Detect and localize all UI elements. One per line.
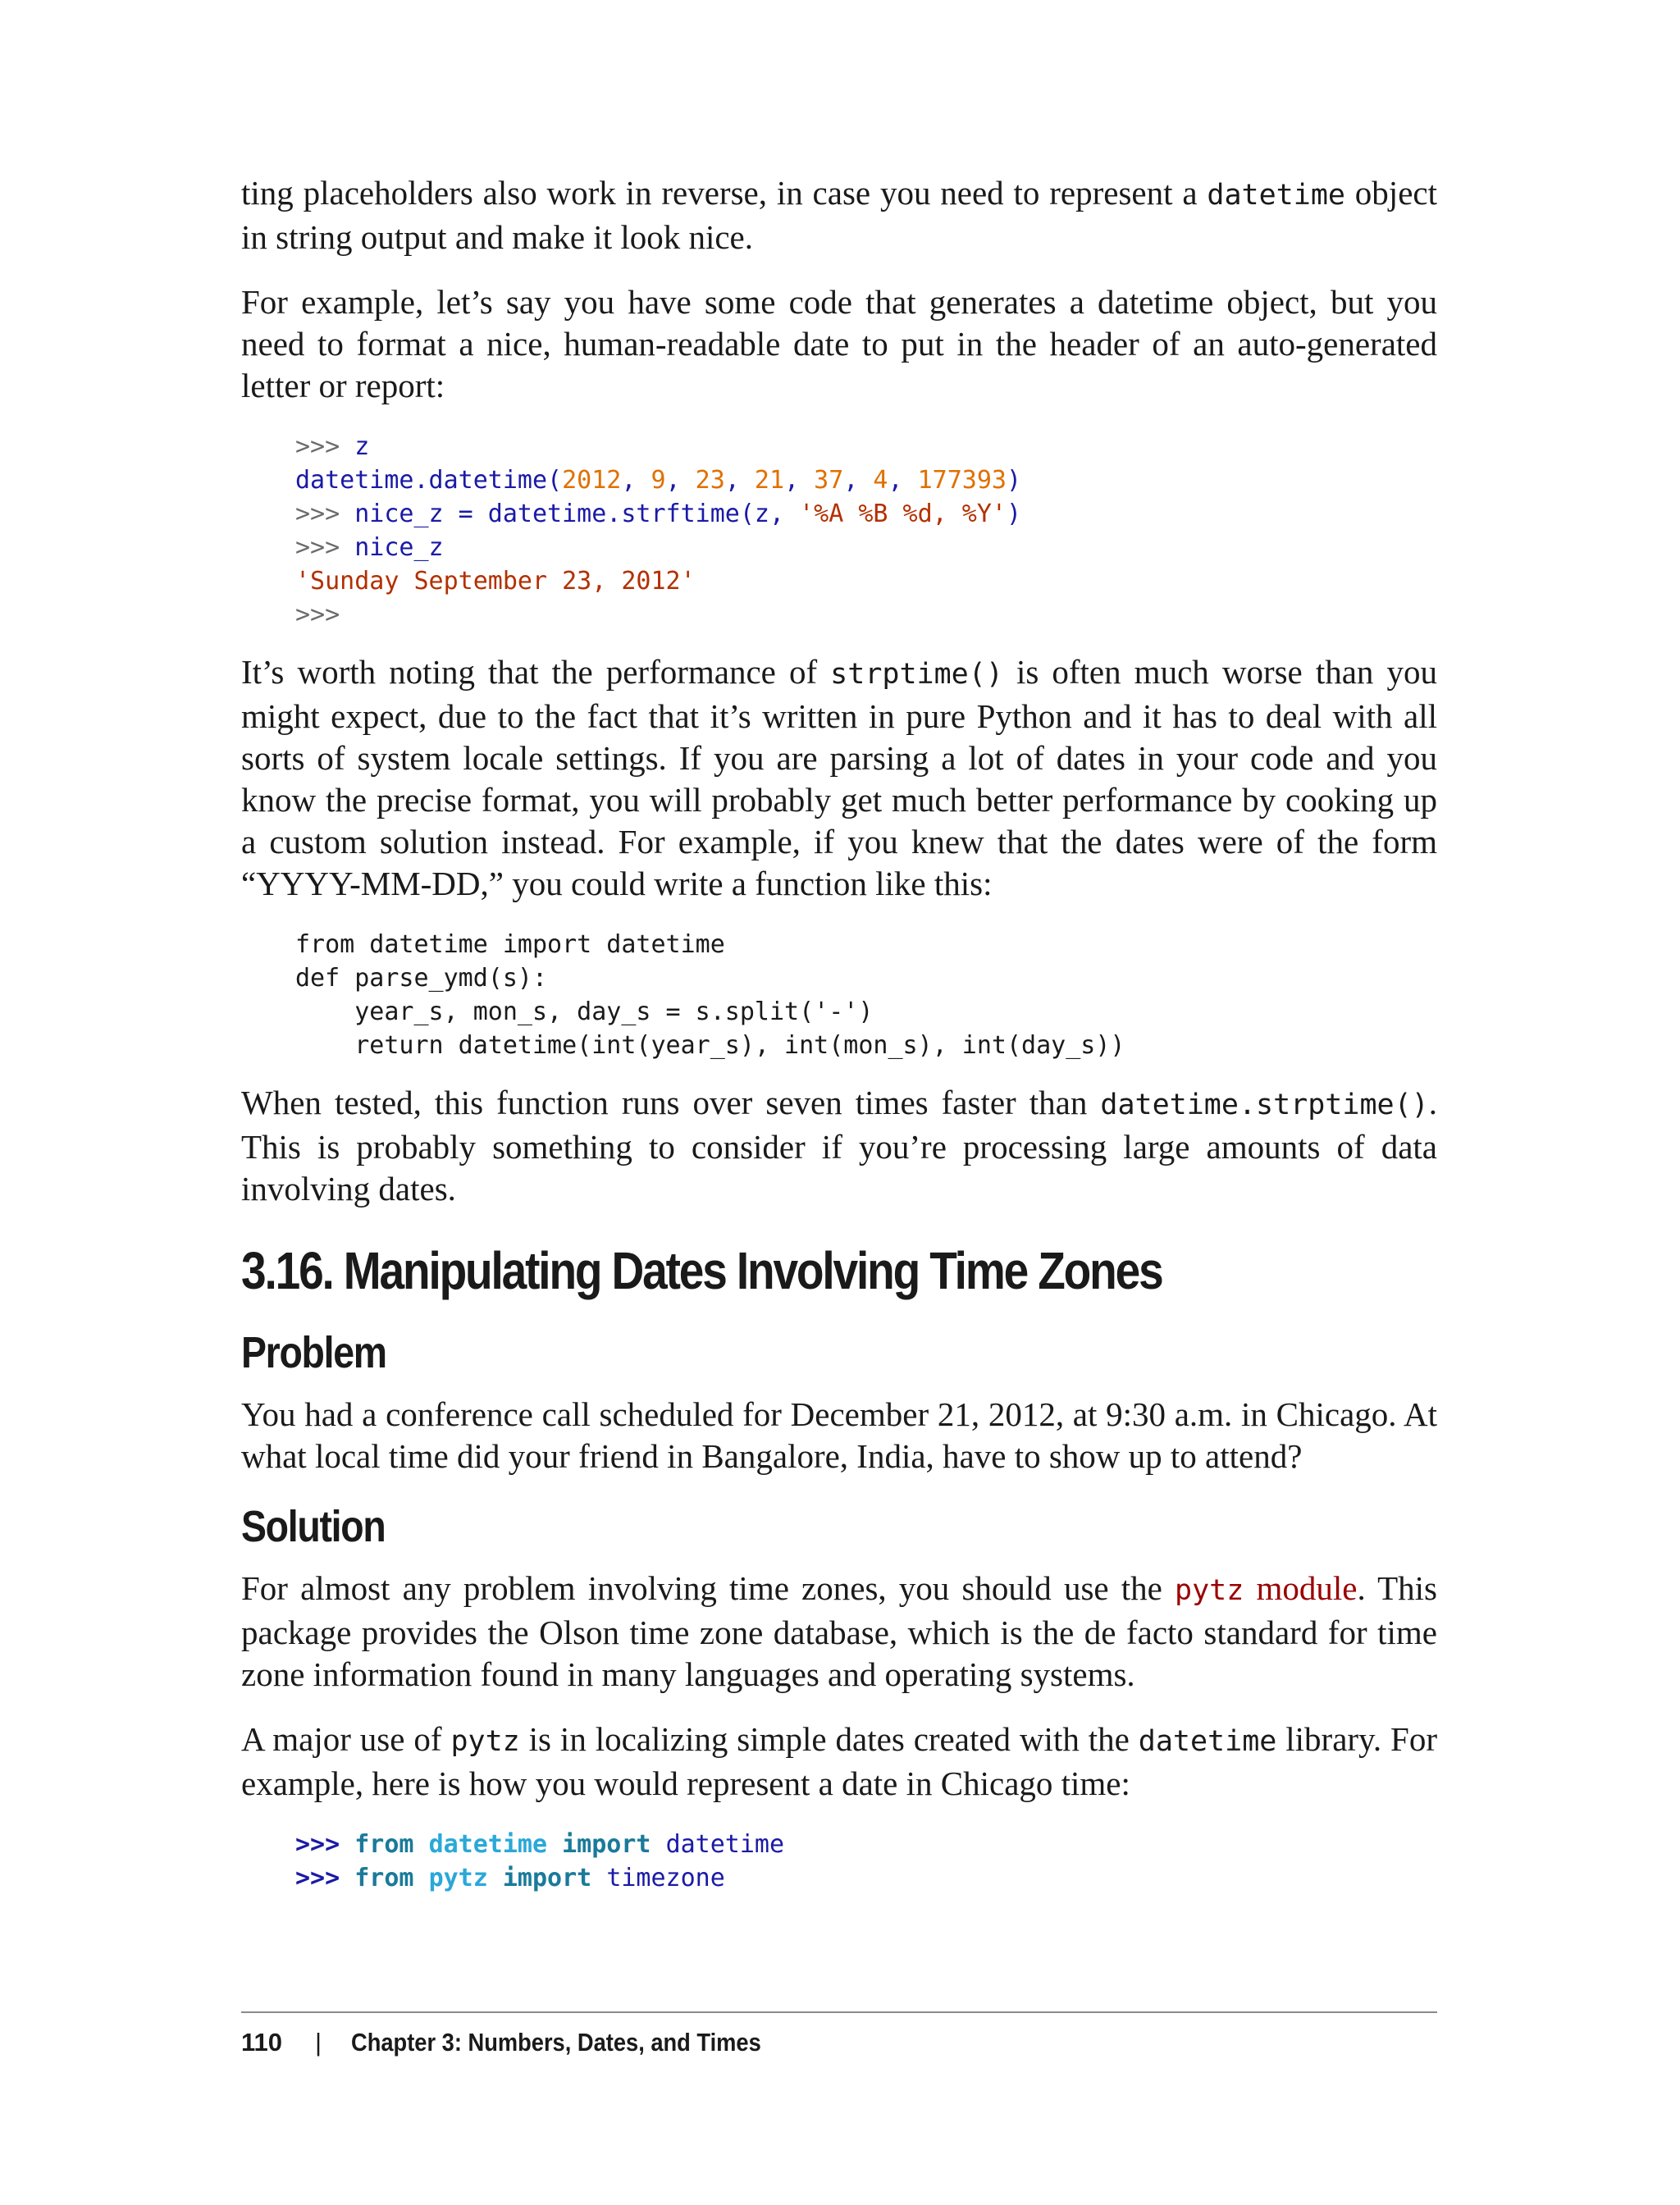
code-number: 2012 (562, 466, 622, 495)
code-line: return datetime(int(year_s), int(mon_s), int(day_s)) (295, 1031, 1125, 1060)
code-block-imports (295, 1828, 1437, 1895)
code-block-strftime (295, 430, 1437, 632)
code-prompt: >>> (295, 500, 355, 528)
code-token: , (784, 466, 815, 495)
code-token: z (354, 432, 370, 461)
code-token: , (621, 466, 651, 495)
code-number: 37 (814, 466, 844, 495)
code-prompt: >>> (295, 1830, 355, 1859)
code-block-parse-ymd (295, 928, 1437, 1062)
code-token: , (888, 466, 918, 495)
solution-heading: Solution (241, 1502, 386, 1551)
code-token: timezone (606, 1864, 725, 1892)
code-module: pytz (428, 1864, 488, 1892)
inline-code: datetime.strptime() (1100, 1089, 1429, 1121)
text: . This is probably something to consider if you’re processing large amounts of data involving dates. (241, 1084, 1437, 1208)
code-prompt: >>> (295, 533, 355, 562)
paragraph-intro (241, 172, 1437, 258)
footer-separator: | (315, 2028, 322, 2057)
code-keyword: import (502, 1864, 592, 1892)
code-token: ) (1006, 466, 1022, 495)
inline-code: pytz (450, 1725, 520, 1758)
pytz-module-link[interactable] (1175, 1569, 1357, 1607)
code-token: , (665, 466, 696, 495)
link-text: module (1244, 1569, 1358, 1607)
code-number: 9 (651, 466, 666, 495)
code-token: ) (1006, 500, 1022, 528)
code-token: datetime.datetime( (295, 466, 563, 495)
solution-paragraph-1 (241, 1568, 1437, 1696)
code-keyword: from (354, 1830, 414, 1859)
text: It’s worth noting that the performance of (241, 653, 831, 691)
chapter-title: Chapter 3: Numbers, Dates, and Times (351, 2028, 761, 2057)
code-token: , (843, 466, 874, 495)
solution-paragraph-2 (241, 1719, 1437, 1805)
code-token: nice_z = datetime.strftime(z, (354, 500, 800, 528)
inline-code: pytz (1175, 1574, 1244, 1607)
code-keyword: import (562, 1830, 651, 1859)
text: . This package provides the Olson time zone database, which is the de facto standard for time zone information found in many languages and operating systems. (241, 1569, 1438, 1693)
page-footer (241, 2011, 1437, 2057)
text: object in string output and make it look nice. (241, 174, 1437, 256)
text: ting placeholders also work in reverse, in case you need to represent a (241, 174, 1208, 212)
code-token: nice_z (354, 533, 444, 562)
code-number: 21 (754, 466, 785, 495)
code-token: datetime (665, 1830, 785, 1859)
code-number: 177393 (917, 466, 1007, 495)
paragraph-example: For example, let’s say you have some code that generates a datetime object, but you need to format a nice, human-readable date to put in the header of an auto-generated letter or report: (241, 283, 1437, 404)
inline-code: datetime (1138, 1725, 1277, 1758)
code-number: 4 (873, 466, 888, 495)
problem-heading: Problem (241, 1328, 386, 1377)
inline-code: strptime() (830, 658, 1003, 691)
code-prompt: >>> (295, 600, 340, 629)
code-line: year_s, mon_s, day_s = s.split('-') (295, 998, 874, 1026)
text: is in localizing simple dates created with the (519, 1720, 1139, 1758)
text: A major use of (241, 1720, 451, 1758)
code-string: '%A %B %d, %Y' (799, 500, 1007, 528)
paragraph-tested (241, 1082, 1437, 1210)
inline-code: datetime (1207, 179, 1345, 212)
code-keyword: from (354, 1864, 414, 1892)
code-line: from datetime import datetime (295, 930, 725, 959)
problem-text: You had a conference call scheduled for December 21, 2012, at 9:30 a.m. in Chicago. At what local time did your friend in Bangalore, India, have to show up to attend? (241, 1395, 1437, 1475)
page-number: 110 (241, 2028, 283, 2057)
code-prompt: >>> (295, 1864, 355, 1892)
text: When tested, this function runs over seven times faster than (241, 1084, 1101, 1121)
page-content (241, 172, 1437, 1915)
section-title: 3.16. Manipulating Dates Involving Time Zones (241, 1241, 1162, 1300)
code-string: 'Sunday September 23, 2012' (295, 567, 696, 596)
code-number: 23 (695, 466, 725, 495)
text: For almost any problem involving time zones, you should use the (241, 1569, 1176, 1607)
code-token: , (724, 466, 755, 495)
code-module: datetime (428, 1830, 548, 1859)
paragraph-performance (241, 651, 1437, 905)
code-prompt: >>> (295, 432, 355, 461)
text: is often much worse than you might expect, due to the fact that it’s written in pure Python and it has to deal with all sorts of system locale settings. If you are parsing a lot of dates in your code and you know the precise format, you will probably get much better performance by cooking up a custom solution instead. For example, if you knew that the dates were of the form “YYYY-MM-DD,” you could write a function like this: (241, 653, 1437, 902)
text: library. For example, here is how you would represent a date in Chicago time: (241, 1720, 1438, 1802)
code-line: def parse_ymd(s): (295, 964, 548, 993)
